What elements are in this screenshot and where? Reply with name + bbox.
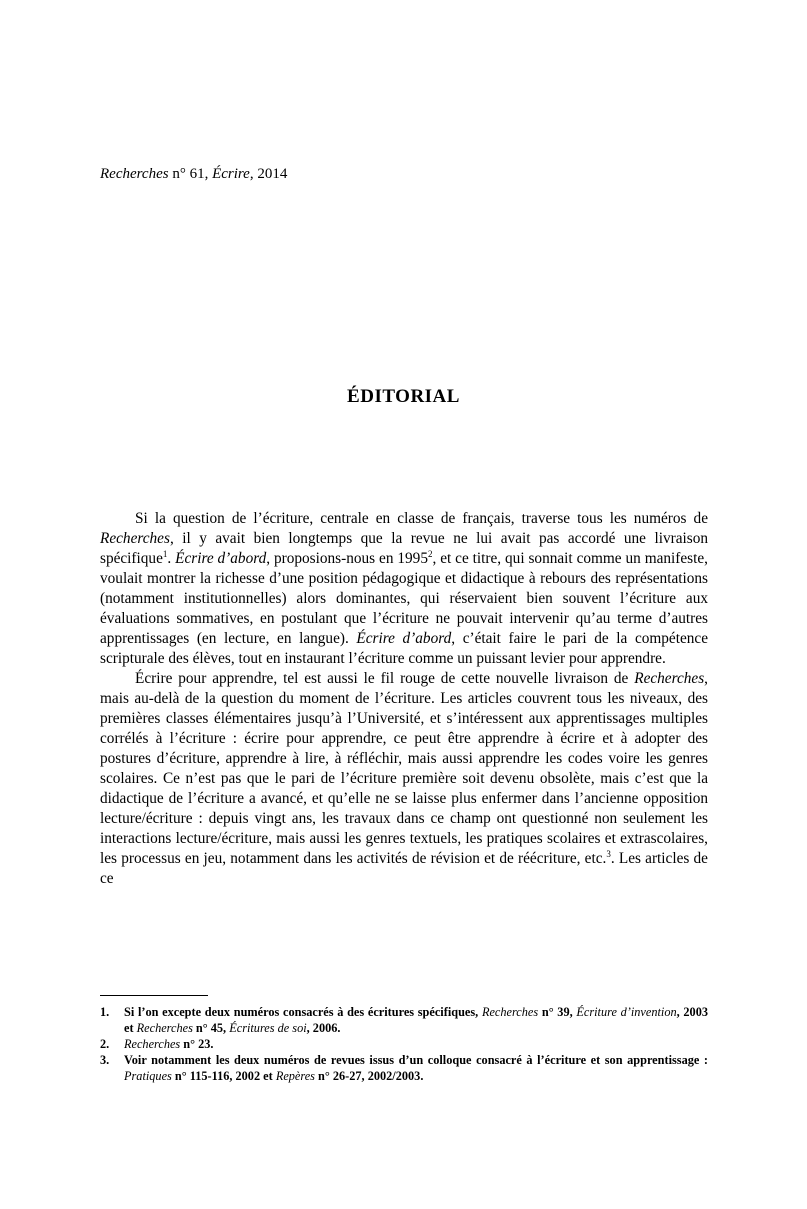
text-segment: n° 45,	[192, 1021, 230, 1035]
footnotes	[100, 1004, 708, 1084]
body-text	[100, 509, 708, 889]
text-segment: Voir notamment les deux numéros de revues issus d’un colloque consacré à l’écriture et son apprentissage :	[124, 1053, 708, 1067]
issue-number: n° 61,	[172, 166, 209, 182]
italic-text: Pratiques	[124, 1069, 172, 1083]
text-segment: Si l’on excepte deux numéros consacrés à des écritures spécifiques,	[124, 1005, 482, 1019]
italic-text: Recherches	[136, 1021, 193, 1035]
text-segment: , 2003 et	[124, 1005, 708, 1035]
italic-text: Écriture d’invention	[576, 1005, 677, 1019]
text-segment: , proposions-nous en 1995	[266, 550, 428, 567]
footnote-number: 3.	[100, 1053, 110, 1067]
italic-text: Écritures de soi	[229, 1021, 307, 1035]
text-segment: , c’était faire le pari de la compétence scripturale des élèves, tout en instaurant l’écriture comme un puissant levier pour apprendre.	[100, 630, 708, 667]
text-segment: Écrire pour apprendre, tel est aussi le fil rouge de cette nouvelle livraison de	[135, 670, 635, 687]
footnote-text	[124, 1036, 708, 1052]
text-segment: , et ce titre, qui sonnait comme un manifeste, voulait montrer la richesse d’une position pédagogique et didactique à rebours des représentations (notamment institutionnelles) alors dominantes, qui réservaient bien souvent l’écriture aux évaluations sommatives, en postulant que l’écriture ne pouvait intervenir qu’au terme d’autres apprentissages (en lecture, en langue).	[100, 550, 708, 647]
footnote	[100, 1052, 708, 1084]
text-segment: n° 23.	[180, 1037, 214, 1051]
footnote-ref: 3	[606, 848, 611, 859]
text-segment: n° 115-116, 2002 et	[171, 1069, 276, 1083]
footnote	[100, 1036, 708, 1052]
italic-text: Repères	[275, 1069, 315, 1083]
journal-name: Recherches	[100, 166, 169, 182]
italic-text: Écrire d’abord	[175, 550, 267, 567]
footnote-separator	[100, 995, 208, 996]
footnote-number: 1.	[100, 1005, 110, 1019]
text-segment: . Les articles de ce	[100, 850, 708, 887]
issue-year: , 2014	[249, 166, 288, 182]
italic-text: Recherches	[634, 670, 705, 687]
text-segment: n° 39,	[538, 1005, 577, 1019]
footnote-number: 2.	[100, 1037, 110, 1051]
paragraph	[100, 509, 708, 669]
footnote	[100, 1004, 708, 1036]
text-segment: n° 26-27, 2002/2003.	[314, 1069, 424, 1083]
footnote-ref: 1	[162, 548, 168, 559]
page-title: ÉDITORIAL	[347, 386, 460, 407]
text-segment: , 2006.	[306, 1021, 341, 1035]
running-header	[100, 164, 287, 184]
footnote-text	[124, 1004, 708, 1036]
italic-text: Recherches	[124, 1037, 181, 1051]
footnote-text	[124, 1052, 708, 1084]
paragraph	[100, 669, 708, 889]
text-segment: , mais au-delà de la question du moment de l’écriture. Les articles couvrent tous les niveaux, des premières classes élémentaires jusqu’à l’Université, et s’intéressent aux apprentissages multiples corrélés à l’écriture : écrire pour apprendre, ce peut être apprendre à écrire et à adopter des postures d’écriture, apprendre à lire, à réfléchir, mais aussi apprendre les codes voire les genres scolaires. Ce n’est pas que le pari de l’écriture première soit devenu obsolète, mais c’est que la didactique de l’écriture a avancé, et qu’elle ne se laisse plus enfermer dans l’ancienne opposition lecture/écriture : depuis vingt ans, les travaux dans ce champ ont questionné non seulement les interactions lecture/écriture, mais aussi les genres textuels, les pratiques scolaires et extrascolaires, les processus en jeu, notamment dans les activités de révision et de réécriture, etc.	[100, 670, 708, 867]
text-segment: , il y avait bien longtemps que la revue ne lui avait pas accordé une livraison spécifique	[100, 530, 708, 567]
italic-text: Recherches	[481, 1005, 539, 1019]
footnote-ref: 2	[427, 548, 433, 559]
italic-text: Recherches	[100, 530, 170, 547]
text-segment: Si la question de l’écriture, centrale en classe de français, traverse tous les numéros de	[135, 510, 708, 527]
italic-text: Écrire d’abord	[356, 630, 452, 647]
text-segment: .	[167, 550, 176, 567]
issue-theme: Écrire	[212, 166, 250, 182]
